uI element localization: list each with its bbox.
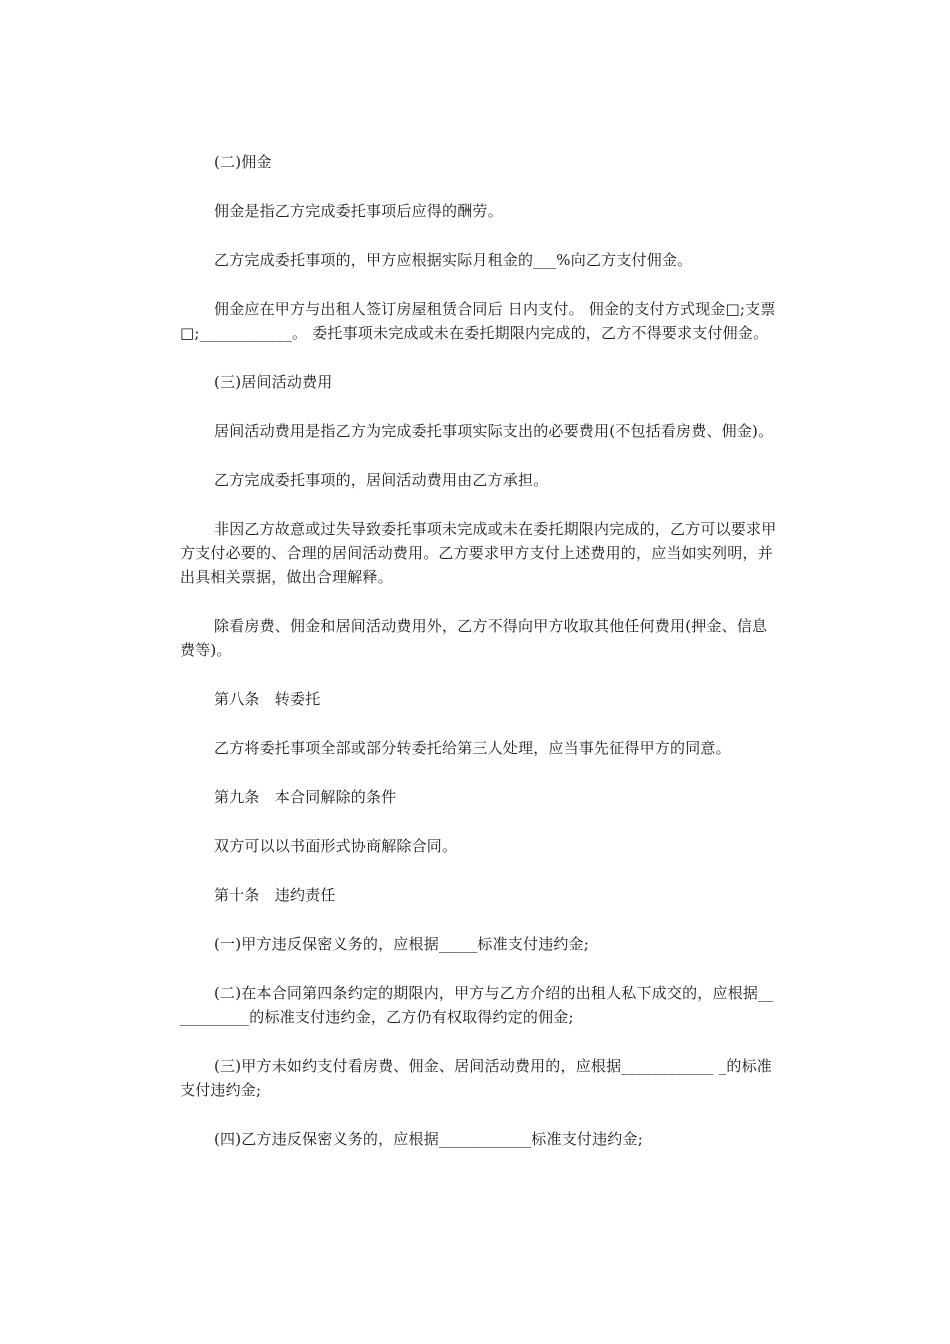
paragraph-expenses-reimbursement: 非因乙方故意或过失导致委托事项未完成或未在委托期限内完成的，乙方可以要求甲方支付必要的、合理的居间活动费用。乙方要求甲方支付上述费用的，应当如实列明，并出具相关票据，做出合理解释。 — [180, 520, 777, 586]
section-heading-commission: (二)佣金 — [214, 153, 272, 171]
clause-breach-2: (二)在本合同第四条约定的期限内，甲方与乙方介绍的出租人私下成交的，应根据___________的标准支付违约金，乙方仍有权取得约定的佣金; — [180, 984, 774, 1026]
article-heading-8: 第八条 转委托 — [214, 690, 321, 708]
document-page — [180, 150, 780, 1151]
paragraph-expenses-definition: 居间活动费用是指乙方为完成委托事项实际支出的必要费用(不包括看房费、佣金)。 — [214, 422, 774, 440]
paragraph-expenses-borne: 乙方完成委托事项的，居间活动费用由乙方承担。 — [214, 471, 549, 489]
section-heading-intermediary-expenses: (三)居间活动费用 — [214, 373, 333, 391]
paragraph-commission-definition: 佣金是指乙方完成委托事项后应得的酬劳。 — [214, 202, 503, 220]
article-heading-10: 第十条 违约责任 — [214, 886, 336, 904]
paragraph-commission-payment: 佣金应在甲方与出租人签订房屋租赁合同后 日内支付。 佣金的支付方式现金□;支票□;____________。 委托事项未完成或未在委托期限内完成的，乙方不得要求支付佣金。 — [180, 300, 776, 342]
paragraph-subdelegation: 乙方将委托事项全部或部分转委托给第三人处理，应当事先征得甲方的同意。 — [214, 739, 731, 757]
article-heading-9: 第九条 本合同解除的条件 — [214, 788, 397, 806]
paragraph-commission-rate: 乙方完成委托事项的，甲方应根据实际月租金的___%向乙方支付佣金。 — [214, 251, 693, 269]
paragraph-no-other-fees: 除看房费、佣金和居间活动费用外，乙方不得向甲方收取其他任何费用(押金、信息费等)。 — [180, 617, 768, 659]
paragraph-termination: 双方可以以书面形式协商解除合同。 — [214, 837, 458, 855]
clause-breach-3: (三)甲方未如约支付看房费、佣金、居间活动费用的，应根据____________ _的标准支付违约金; — [180, 1057, 772, 1099]
clause-breach-1: (一)甲方违反保密义务的，应根据_____标准支付违约金; — [214, 935, 590, 953]
clause-breach-4: (四)乙方违反保密义务的，应根据____________标准支付违约金; — [214, 1130, 643, 1148]
